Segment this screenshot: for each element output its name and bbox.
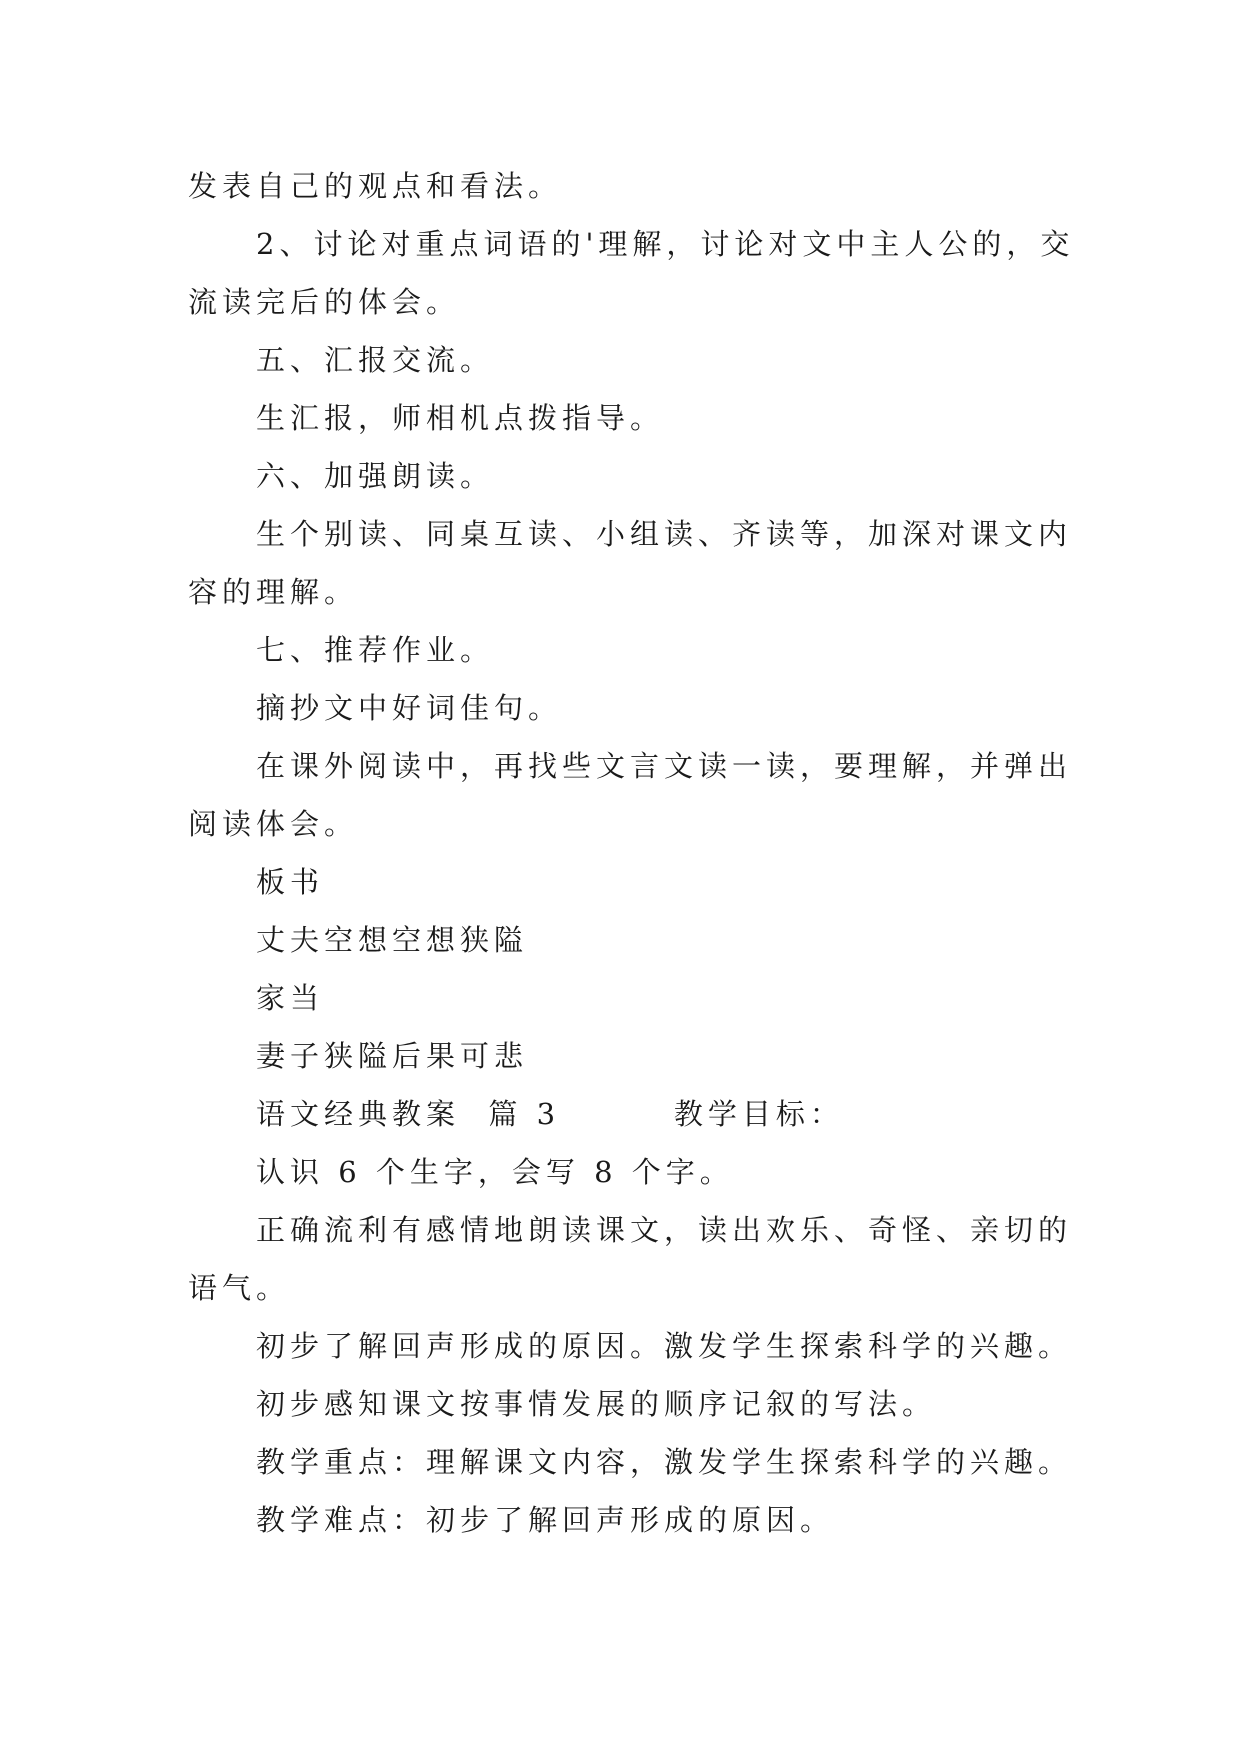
text-line: 容的理解。 (188, 575, 359, 609)
text-line: 初步感知课文按事情发展的顺序记叙的写法。 (256, 1387, 937, 1421)
text-line: 生个别读、同桌互读、小组读、齐读等，加深对课文内 (256, 517, 1073, 551)
text-line: 流读完后的体会。 (188, 285, 461, 319)
text-line: 生汇报，师相机点拨指导。 (256, 401, 665, 435)
text-line: 丈夫空想空想狭隘 (256, 923, 529, 957)
text-line: 五、汇报交流。 (256, 343, 495, 377)
text-line: 教学重点：理解课文内容，激发学生探索科学的兴趣。 (256, 1445, 1073, 1479)
text-line: 认识 6 个生字，会写 8 个字。 (256, 1155, 734, 1189)
text-line: 家当 (256, 981, 325, 1015)
text-line: 阅读体会。 (188, 807, 359, 841)
text-line: 摘抄文中好词佳句。 (256, 691, 563, 725)
text-line: 教学难点：初步了解回声形成的原因。 (256, 1503, 835, 1537)
text-line: 初步了解回声形成的原因。激发学生探索科学的兴趣。 (256, 1329, 1073, 1363)
text-line: 正确流利有感情地朗读课文，读出欢乐、奇怪、亲切的 (256, 1213, 1073, 1247)
text-line: 语气。 (188, 1271, 291, 1305)
text-line: 六、加强朗读。 (256, 459, 495, 493)
text-line: 发表自己的观点和看法。 (188, 169, 563, 203)
text-line: 妻子狭隘后果可悲 (256, 1039, 529, 1073)
text-line: 2、讨论对重点词语的'理解，讨论对文中主人公的，交 (256, 227, 1075, 261)
text-line: 七、推荐作业。 (256, 633, 495, 667)
text-line: 语文经典教案 篇 3 教学目标： (256, 1097, 844, 1131)
text-line: 在课外阅读中，再找些文言文读一读，要理解，并弹出 (256, 749, 1073, 783)
text-line: 板书 (256, 865, 325, 899)
